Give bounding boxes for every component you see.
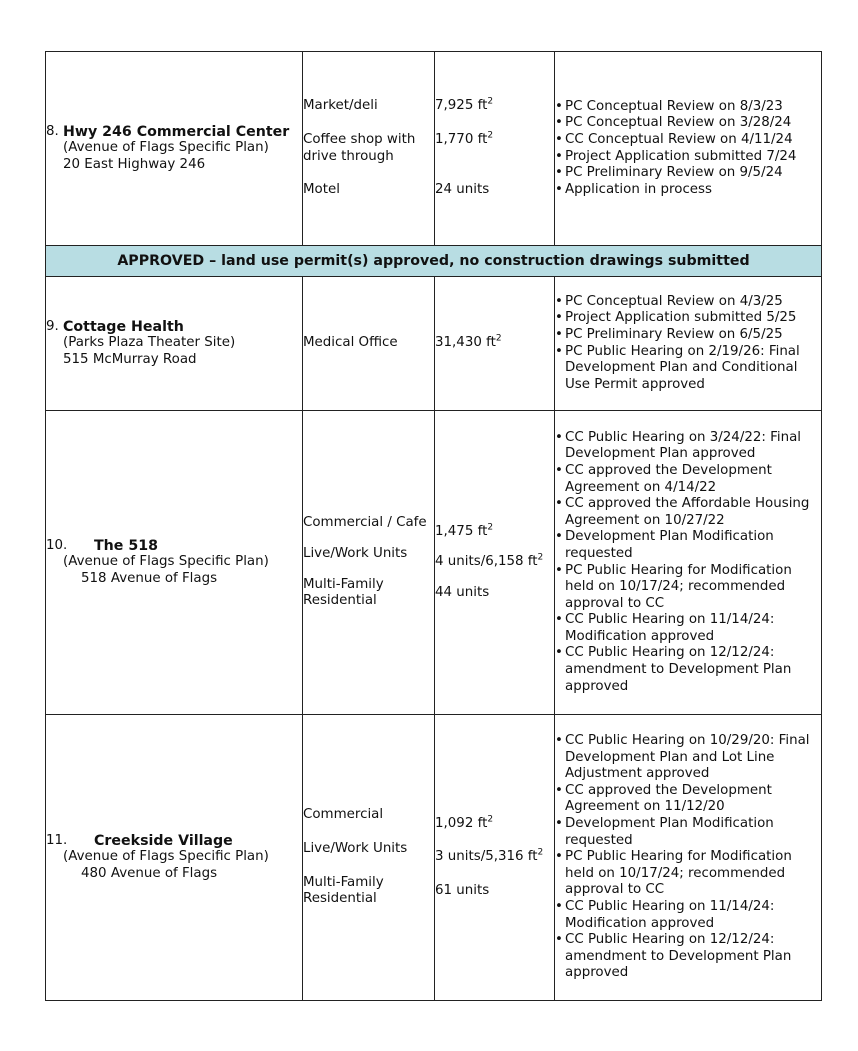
table-row [46,277,822,411]
project-heading [46,833,302,850]
table-row [46,52,822,246]
project-title: Cottage Health [63,318,184,335]
list-item: • PC Conceptual Review on 8/3/23 [555,99,821,116]
project-plan: (Avenue of Flags Specific Plan) [63,849,269,865]
size-cell [435,411,555,715]
list-item: • PC Preliminary Review on 6/5/25 [555,327,821,344]
project-address: 515 McMurray Road [63,351,197,367]
use-item: Live/Work Units [303,545,408,561]
list-item: • PC Public Hearing for Modification held on 10/17/24; recommended approval to CC [555,849,821,899]
projects-table [45,51,822,1001]
size-item: 31,430 $ft^2$ [435,333,502,351]
review-list [555,430,821,696]
project-cell [46,715,303,1001]
review-cell [555,52,822,246]
list-item: • CC approved the Development Agreement on 4/14/22 [555,463,821,496]
list-item: • Project Application submitted 5/25 [555,310,821,327]
use-cell [303,52,435,246]
list-item: • CC Public Hearing on 3/24/22: Final Development Plan approved [555,430,821,463]
list-item: • PC Public Hearing for Modification held on 10/17/24; recommended approval to CC [555,563,821,613]
list-item: • CC Conceptual Review on 4/11/24 [555,132,821,149]
list-item: • CC Public Hearing on 10/29/20: Final Development Plan and Lot Line Adjustment approved [555,733,821,783]
use-item: Motel [303,182,340,198]
size-cell [435,277,555,411]
use-item: Medical Office [303,335,398,351]
project-plan: (Parks Plaza Theater Site) [63,335,236,351]
list-item: • PC Public Hearing on 2/19/26: Final Development Plan and Conditional Use Permit approved [555,344,821,394]
size-item: 1,475 $ft^2$ [435,522,494,539]
list-item: • CC Public Hearing on 11/14/24: Modification approved [555,612,821,645]
project-cell [46,411,303,715]
size-item: 61 units [435,882,490,898]
project-address: 20 East Highway 246 [63,156,206,172]
use-item: Live/Work Units [303,840,408,856]
use-cell [303,411,435,715]
use-item: Multi-Family Residential [303,576,384,609]
size-item: 1,770 $ft^2$ [435,130,494,147]
project-heading [46,319,302,336]
list-item: • Application in process [555,182,821,199]
use-item: Coffee shop with drive through [303,131,416,164]
table-row [46,411,822,715]
use-item: Commercial [303,807,384,823]
project-number: 10. [46,537,68,553]
list-item: • CC Public Hearing on 12/12/24: amendment to Development Plan approved [555,645,821,695]
list-item: • CC Public Hearing on 12/12/24: amendment to Development Plan approved [555,932,821,982]
project-address: 518 Avenue of Flags [81,570,218,586]
size-item: 3 units/5,316 $ft^2$ [435,847,544,865]
project-heading [46,538,302,555]
project-cell [46,52,303,246]
review-cell [555,277,822,411]
project-plan: (Avenue of Flags Specific Plan) [63,554,269,570]
review-cell [555,411,822,715]
list-item: • Project Application submitted 7/24 [555,149,821,166]
project-title: The 518 [94,537,158,554]
project-title: Creekside Village [94,832,233,849]
list-item: • CC approved the Affordable Housing Agreement on 10/27/22 [555,496,821,529]
list-item: • PC Preliminary Review on 9/5/24 [555,165,821,182]
project-heading [46,124,302,141]
use-item: Market/deli [303,98,378,114]
size-cell [435,715,555,1001]
list-item: • Development Plan Modification requested [555,529,821,562]
review-list [555,294,821,394]
use-cell [303,715,435,1001]
list-item: • CC Public Hearing on 11/14/24: Modification approved [555,899,821,932]
project-number: 8. [46,123,59,139]
list-item: • Development Plan Modification requested [555,816,821,849]
project-title: Hwy 246 Commercial Center [63,123,290,140]
section-heading: APPROVED – land use permit(s) approved, no construction drawings submitted [46,246,822,277]
size-item: 4 units/6,158 $ft^2$ [435,552,544,570]
project-number: 11. [46,832,68,848]
size-item: 7,925 $ft^2$ [435,96,494,114]
review-cell [555,715,822,1001]
list-item: • PC Conceptual Review on 3/28/24 [555,115,821,132]
review-list [555,99,821,199]
project-address: 480 Avenue of Flags [81,865,218,881]
use-item: Commercial / Cafe [303,515,427,531]
size-item: 1,092 $ft^2$ [435,814,494,831]
use-cell [303,277,435,411]
size-item: 24 units [435,182,490,198]
size-item: 44 units [435,584,490,600]
project-cell [46,277,303,411]
section-heading-row [46,246,822,277]
list-item: • PC Conceptual Review on 4/3/25 [555,294,821,311]
project-number: 9. [46,318,59,334]
table-row [46,715,822,1001]
project-plan: (Avenue of Flags Specific Plan) [63,140,269,156]
use-item: Multi-Family Residential [303,874,384,907]
list-item: • CC approved the Development Agreement on 11/12/20 [555,783,821,816]
review-list [555,733,821,982]
size-cell [435,52,555,246]
